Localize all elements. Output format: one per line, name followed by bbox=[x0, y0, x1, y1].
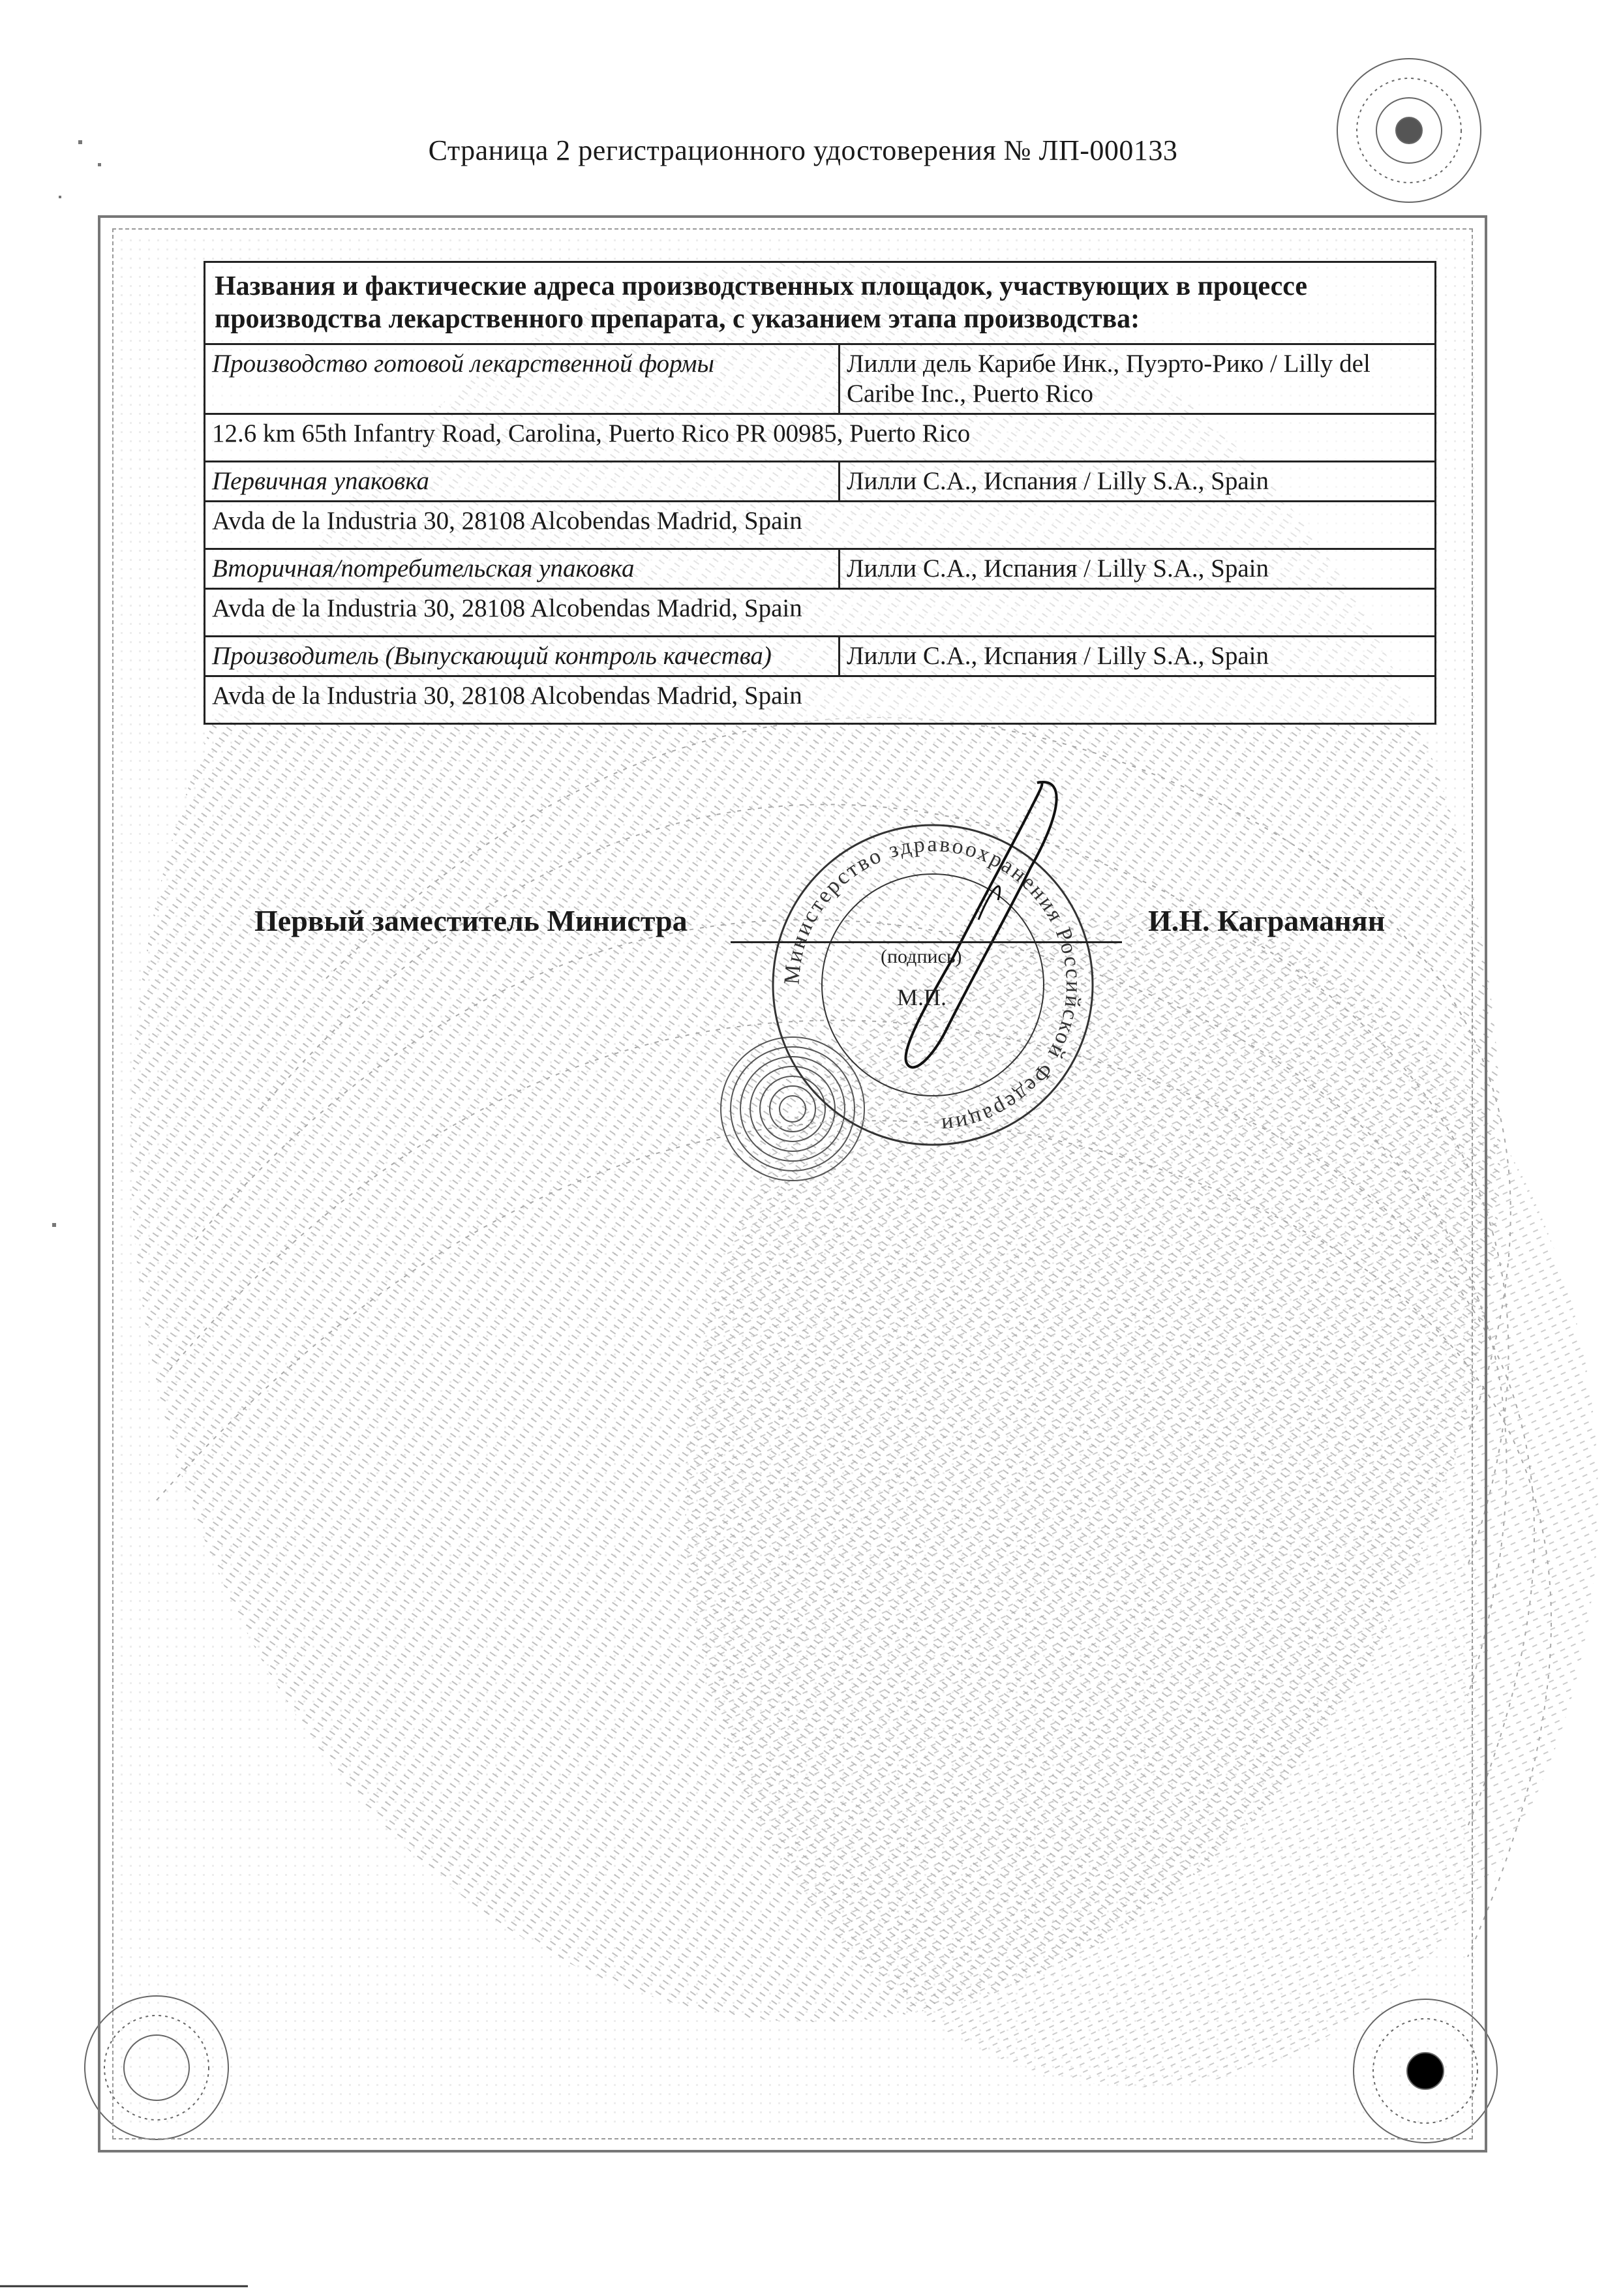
stage-cell: Вторичная/потребительская упаковка bbox=[205, 549, 840, 589]
seal-mark: М.П. bbox=[897, 984, 947, 1010]
table-row bbox=[205, 589, 1436, 637]
corner-rosette-top-right bbox=[1337, 59, 1481, 202]
table-row bbox=[205, 549, 1436, 589]
stage-cell: Производитель (Выпускающий контроль качества) bbox=[205, 637, 840, 676]
signature-caption: (подпись) bbox=[881, 946, 962, 967]
page-header: Страница 2 регистрационного удостоверения № ЛП-000133 bbox=[428, 134, 1178, 166]
signature-line bbox=[731, 941, 1122, 943]
table-row bbox=[205, 676, 1436, 724]
company-cell: Лилли С.А., Испания / Lilly S.A., Spain bbox=[840, 637, 1436, 676]
table-heading: Названия и фактические адреса производственных площадок, участвующих в процессе производства лекарственного препарата, с указанием этапа производства: bbox=[205, 262, 1436, 344]
table-row bbox=[205, 344, 1436, 414]
table-row bbox=[205, 637, 1436, 676]
address-cell: Avda de la Industria 30, 28108 Alcobendas Madrid, Spain bbox=[205, 502, 1436, 549]
table-row bbox=[205, 414, 1436, 462]
table-row bbox=[205, 462, 1436, 502]
production-sites-table bbox=[204, 261, 1436, 725]
stage-cell: Первичная упаковка bbox=[205, 462, 840, 502]
table-row bbox=[205, 502, 1436, 549]
table-heading-row bbox=[205, 262, 1436, 344]
company-cell: Лилли С.А., Испания / Lilly S.A., Spain bbox=[840, 462, 1436, 502]
company-cell: Лилли С.А., Испания / Lilly S.A., Spain bbox=[840, 549, 1436, 589]
signer-name: И.Н. Каграманян bbox=[1148, 904, 1386, 937]
address-cell: 12.6 km 65th Infantry Road, Carolina, Puerto Rico PR 00985, Puerto Rico bbox=[205, 414, 1436, 462]
seal-ring-text: Министерство здравоохранения Российской Федерации bbox=[780, 832, 1086, 1138]
address-cell: Avda de la Industria 30, 28108 Alcobendas Madrid, Spain bbox=[205, 676, 1436, 724]
company-cell: Лилли дель Карибе Инк., Пуэрто-Рико / Lilly del Caribe Inc., Puerto Rico bbox=[840, 344, 1436, 414]
signer-position: Первый заместитель Министра bbox=[254, 904, 688, 937]
address-cell: Avda de la Industria 30, 28108 Alcobendas Madrid, Spain bbox=[205, 589, 1436, 637]
stage-cell: Производство готовой лекарственной формы bbox=[205, 344, 840, 414]
signature-block bbox=[0, 903, 1606, 982]
